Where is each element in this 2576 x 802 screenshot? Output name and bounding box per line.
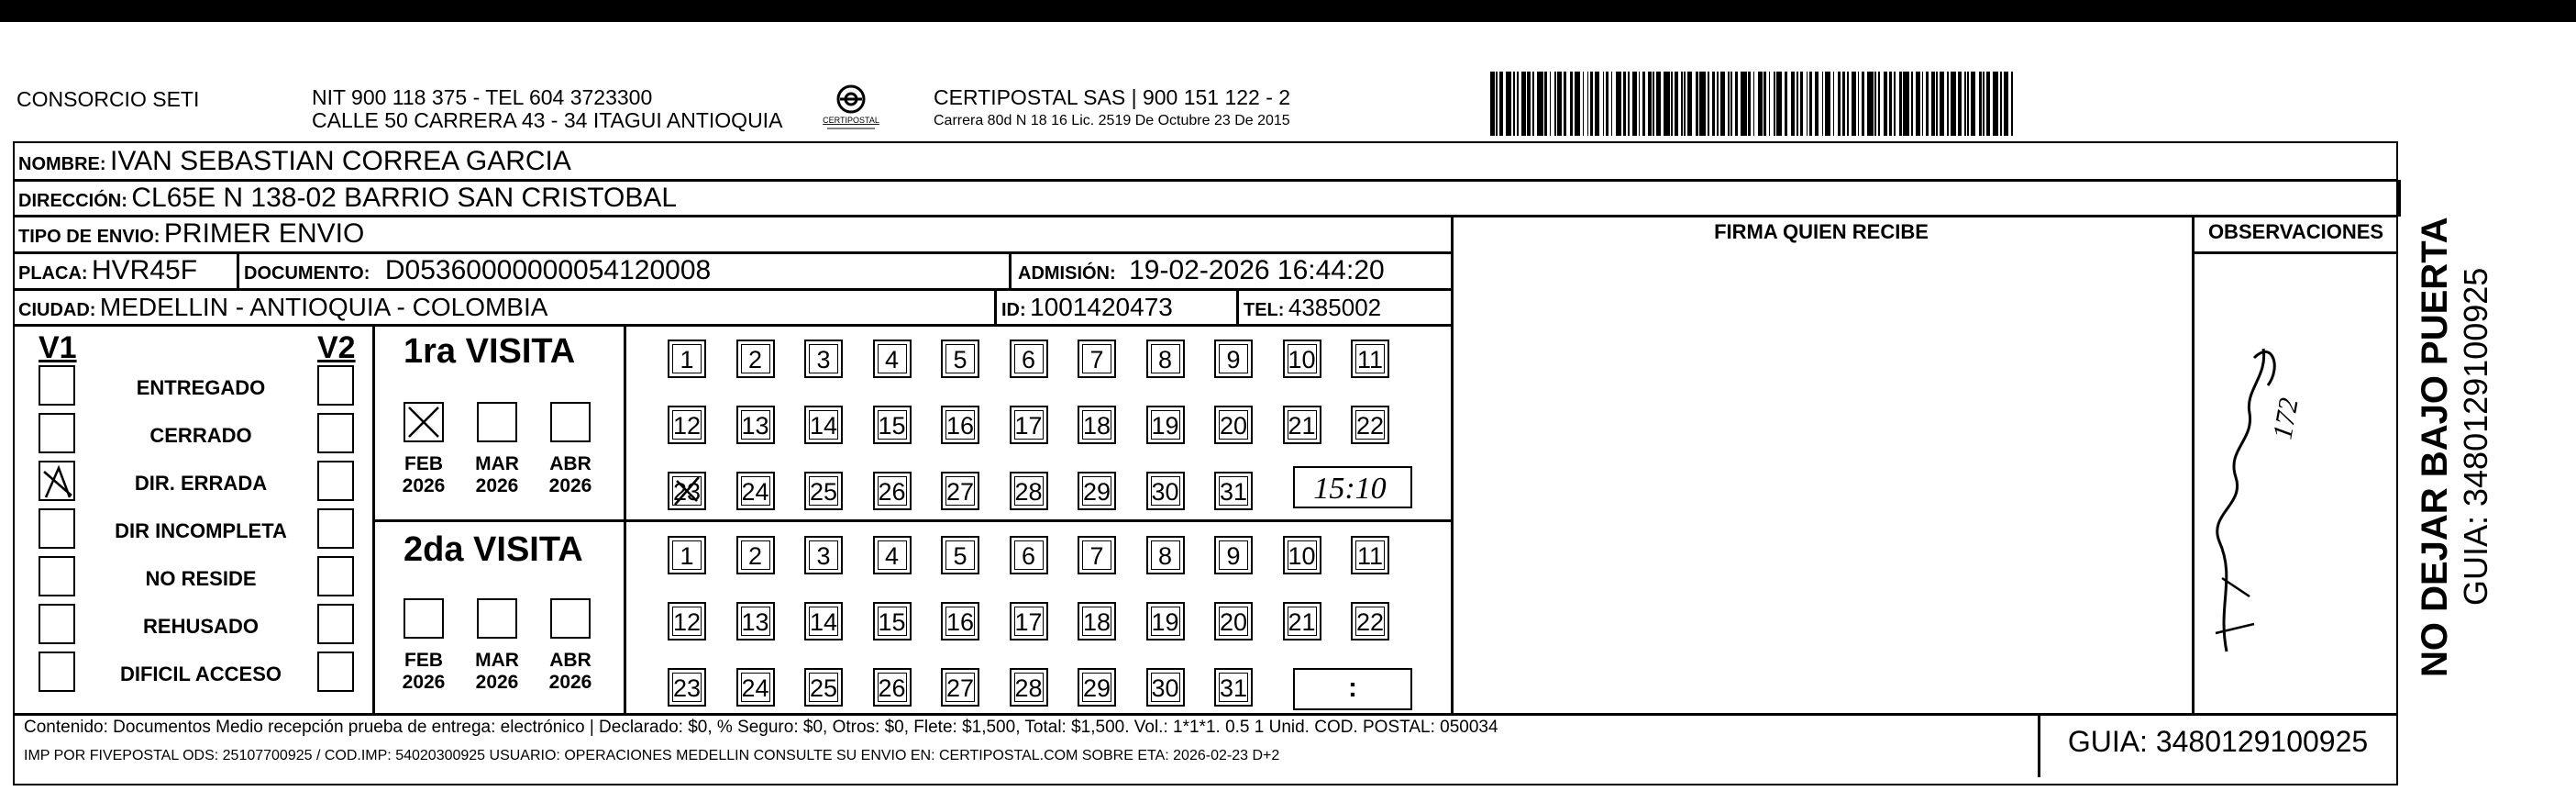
day-box[interactable]: 17 [1010, 602, 1048, 640]
day-box[interactable]: 4 [873, 536, 912, 574]
col-line [237, 251, 239, 288]
v1-checkbox[interactable] [39, 461, 75, 501]
day-box[interactable]: 12 [668, 406, 706, 444]
admision-value: 19-02-2026 16:44:20 [1129, 255, 1385, 285]
day-box[interactable]: 13 [736, 602, 775, 640]
day-box[interactable]: 29 [1078, 472, 1116, 510]
nit-line: NIT 900 118 375 - TEL 604 3723300 [312, 85, 653, 109]
day-box[interactable]: 7 [1078, 536, 1116, 574]
day-box[interactable]: 23 [668, 472, 706, 510]
day-box[interactable]: 8 [1146, 340, 1185, 378]
v1-checkbox[interactable] [39, 652, 75, 692]
day-box[interactable]: 15 [873, 602, 912, 640]
day-box[interactable]: 14 [804, 602, 843, 640]
day-box[interactable]: 9 [1214, 536, 1253, 574]
day-box[interactable]: 11 [1351, 340, 1389, 378]
day-box[interactable]: 10 [1283, 536, 1321, 574]
firma-label: FIRMA QUIEN RECIBE [1714, 220, 1929, 243]
day-box[interactable]: 14 [804, 406, 843, 444]
admision-row [1018, 254, 1385, 292]
day-box[interactable]: 21 [1283, 406, 1321, 444]
v2-checkbox[interactable] [317, 413, 354, 453]
second-visit-time-box[interactable]: : [1293, 668, 1412, 710]
v2-checkbox[interactable] [317, 652, 354, 692]
v2-label: V2 [317, 330, 356, 365]
day-box[interactable]: 10 [1283, 340, 1321, 378]
col-line [624, 324, 626, 713]
direccion-row [18, 182, 677, 219]
tipo-label: TIPO DE ENVIO: [18, 227, 160, 247]
day-box[interactable]: 22 [1351, 602, 1389, 640]
tipo-value: PRIMER ENVIO [163, 218, 365, 249]
v2-checkbox[interactable] [317, 508, 354, 549]
v2-checkbox[interactable] [317, 556, 354, 596]
barcode [1490, 72, 2215, 136]
company-name: CONSORCIO SETI [17, 87, 200, 111]
nombre-label: NOMBRE: [18, 154, 106, 174]
tel-label: TEL: [1244, 300, 1285, 320]
day-box[interactable]: 7 [1078, 340, 1116, 378]
month-checkbox[interactable] [550, 402, 591, 442]
placa-value: HVR45F [92, 255, 198, 285]
status-reason-label: DIFICIL ACCESO [119, 663, 282, 685]
month-label: FEB 2026 [402, 453, 446, 496]
day-box[interactable]: 25 [804, 668, 843, 707]
day-box[interactable]: 24 [736, 668, 775, 707]
day-box[interactable]: 6 [1010, 536, 1048, 574]
month-checkbox[interactable] [550, 598, 591, 639]
day-box[interactable]: 16 [941, 406, 979, 444]
status-reason-label: CERRADO [149, 424, 252, 447]
time-box[interactable] [1293, 466, 1412, 508]
tipo-row [18, 217, 364, 255]
v2-checkbox[interactable] [317, 461, 354, 501]
day-box[interactable]: 28 [1010, 668, 1048, 707]
status-reason-label: REHUSADO [143, 615, 259, 638]
id-row [1001, 291, 1173, 329]
col-line [2398, 180, 2401, 217]
address-line: CALLE 50 CARRERA 43 - 34 ITAGUI ANTIOQUIA [312, 108, 783, 132]
admision-label: ADMISIÓN: [1018, 263, 1116, 284]
col-line [1451, 215, 1454, 713]
day-box[interactable]: 3 [804, 340, 843, 378]
day-box[interactable]: 29 [1078, 668, 1116, 707]
month-checkbox[interactable] [404, 598, 444, 639]
second-visit-title: 2da VISITA [404, 530, 583, 569]
day-box[interactable]: 5 [941, 536, 979, 574]
day-box[interactable]: 18 [1078, 602, 1116, 640]
day-box[interactable]: 2 [736, 536, 775, 574]
month-checkbox[interactable] [404, 402, 444, 442]
license-line: Carrera 80d N 18 16 Lic. 2519 De Octubre 23 De 2015 [934, 113, 1290, 128]
day-box[interactable]: 16 [941, 602, 979, 640]
tel-row [1244, 291, 1381, 329]
day-box[interactable]: 20 [1214, 406, 1253, 444]
day-box[interactable]: 5 [941, 340, 979, 378]
row-line [2192, 251, 2398, 254]
v1-checkbox[interactable] [39, 413, 75, 453]
month-label: MAR 2026 [475, 453, 519, 496]
id-value: 1001420473 [1030, 293, 1173, 321]
month-checkbox[interactable] [477, 402, 517, 442]
handwritten-time: 15:10 [1313, 472, 1387, 506]
day-box[interactable]: 3 [804, 536, 843, 574]
ciudad-row [18, 291, 547, 329]
documento-label: DOCUMENTO: [244, 263, 370, 284]
status-reason-label: ENTREGADO [136, 376, 266, 399]
logo-text: CERTIPOSTAL [823, 116, 879, 125]
month-checkbox[interactable] [477, 598, 517, 639]
day-box[interactable]: 31 [1214, 668, 1253, 707]
certipostal-line: CERTIPOSTAL SAS | 900 151 122 - 2 [934, 85, 1291, 109]
day-box[interactable]: 19 [1146, 602, 1185, 640]
placa-row [18, 254, 197, 292]
day-box[interactable]: 23 [668, 668, 706, 707]
day-box[interactable]: 21 [1283, 602, 1321, 640]
col-line [372, 324, 375, 713]
day-box[interactable]: 30 [1146, 668, 1185, 707]
day-box[interactable]: 28 [1010, 472, 1048, 510]
day-box[interactable]: 2 [736, 340, 775, 378]
day-box[interactable]: 25 [804, 472, 843, 510]
footer-imp-line: IMP POR FIVEPOSTAL ODS: 25107700925 / COD.IMP: 54020300925 USUARIO: OPERACIONES MEDELLIN CONSULTE SU ENVIO EN: CERTIPOSTAL.COM SOBRE ETA: 2026-02-23 D+2 [24, 748, 1280, 763]
day-box[interactable]: 30 [1146, 472, 1185, 510]
month-label: ABR 2026 [548, 650, 592, 693]
day-box[interactable]: 17 [1010, 406, 1048, 444]
placa-label: PLACA: [18, 263, 88, 284]
day-box[interactable]: 15 [873, 406, 912, 444]
observaciones-label: OBSERVACIONES [2207, 220, 2384, 243]
side-label [2405, 147, 2515, 688]
v1-checkbox[interactable] [39, 556, 75, 596]
day-box[interactable]: 8 [1146, 536, 1185, 574]
day-box[interactable]: 1 [668, 340, 706, 378]
certipostal-logo [814, 83, 888, 136]
day-box[interactable]: 18 [1078, 406, 1116, 444]
day-box[interactable]: 6 [1010, 340, 1048, 378]
day-box[interactable]: 31 [1214, 472, 1253, 510]
v2-checkbox[interactable] [317, 604, 354, 644]
day-box[interactable]: 9 [1214, 340, 1253, 378]
col-line [1009, 251, 1012, 288]
documento-value: D05360000000054120008 [384, 255, 712, 285]
side-guia: GUIA: 3480129100925 [2457, 267, 2494, 606]
day-box[interactable]: 12 [668, 602, 706, 640]
col-line [994, 288, 997, 325]
direccion-label: DIRECCIÓN: [18, 191, 127, 211]
day-box[interactable]: 27 [941, 472, 979, 510]
footer-divider [13, 713, 2398, 716]
direccion-value: CL65E N 138-02 BARRIO SAN CRISTOBAL [131, 183, 678, 213]
ciudad-label: CIUDAD: [18, 300, 96, 320]
obs-note: 172 [2267, 395, 2305, 442]
v2-checkbox[interactable] [317, 365, 354, 406]
v1-label: V1 [39, 330, 77, 365]
day-box[interactable]: 1 [668, 536, 706, 574]
v1-checkbox[interactable] [39, 508, 75, 549]
row-line [372, 519, 1451, 522]
day-box[interactable]: 24 [736, 472, 775, 510]
side-warning: NO DEJAR BAJO PUERTA [2415, 217, 2455, 677]
documento-row [244, 254, 711, 292]
v1-checkbox[interactable] [39, 604, 75, 644]
ciudad-value: MEDELLIN - ANTIOQUIA - COLOMBIA [99, 293, 548, 321]
nombre-row [18, 145, 571, 183]
day-box[interactable]: 13 [736, 406, 775, 444]
month-label: ABR 2026 [548, 453, 592, 496]
footer-content-line: Contenido: Documentos Medio recepción prueba de entrega: electrónico | Declarado: $0, % Seguro: $0, Otros: $0, Flete: $1,500, Total: $1,500. Vol.: 1*1*1. 0.5 1 Unid. COD. POSTAL: 050034 [24, 718, 1498, 737]
top-black-bar [0, 0, 2576, 22]
tel-value: 4385002 [1288, 294, 1382, 321]
day-box[interactable]: 26 [873, 668, 912, 707]
status-reason-label: DIR. ERRADA [134, 472, 268, 495]
status-reason-label: NO RESIDE [145, 567, 257, 590]
id-label: ID: [1001, 300, 1026, 320]
day-box[interactable]: 20 [1214, 602, 1253, 640]
first-visit-title: 1ra VISITA [404, 332, 576, 371]
status-reason-label: DIR INCOMPLETA [115, 519, 287, 542]
col-line [1236, 288, 1239, 325]
day-box[interactable]: 26 [873, 472, 912, 510]
day-box[interactable]: 4 [873, 340, 912, 378]
nombre-value: IVAN SEBASTIAN CORREA GARCIA [110, 146, 571, 176]
col-line [2192, 215, 2195, 713]
handwritten-signature [2199, 303, 2364, 661]
month-label: FEB 2026 [402, 650, 446, 693]
day-box[interactable]: 19 [1146, 406, 1185, 444]
day-box[interactable]: 22 [1351, 406, 1389, 444]
footer-guia: GUIA: 3480129100925 [2067, 725, 2369, 758]
day-box[interactable]: 11 [1351, 536, 1389, 574]
day-box[interactable]: 27 [941, 668, 979, 707]
month-label: MAR 2026 [475, 650, 519, 693]
v1-checkbox[interactable] [39, 365, 75, 406]
